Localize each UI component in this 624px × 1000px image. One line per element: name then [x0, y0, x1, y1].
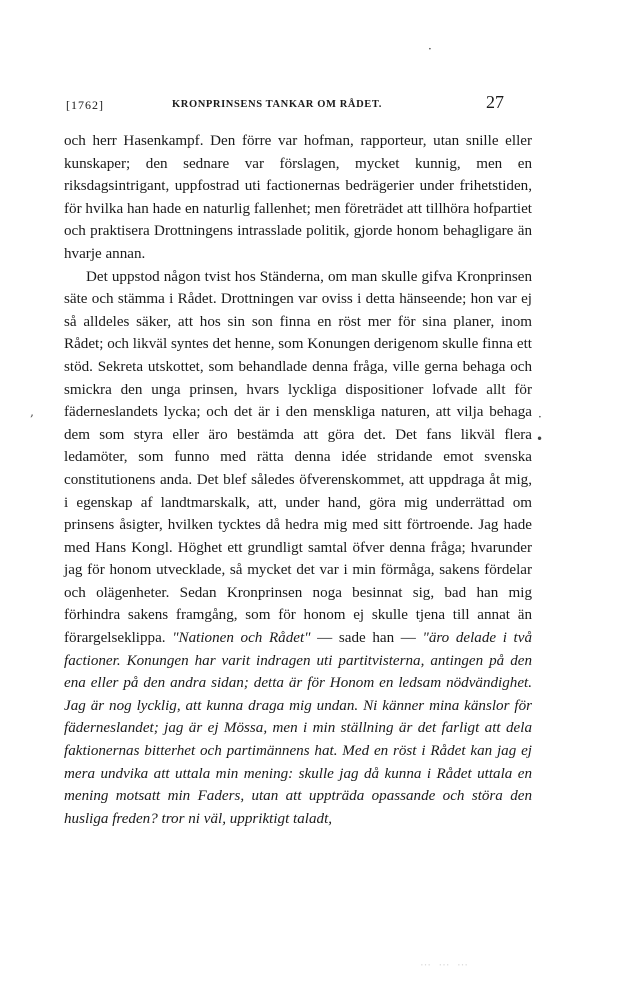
quote-speaker-ref: "Nationen och Rådet" — [172, 630, 311, 647]
quote-text: "äro delade i två factioner. Konungen har varit indragen uti partitvisterna, antingen på den ena eller på den andra sidan; detta är för Honom en ledsam nödvändighet. Jag är nog lycklig, att kunna draga mig undan. Ni känner mina känslor för fäderneslandet; jag är ej Mössa, men i min ställning är det farligt att dela faktionernas bitterhet och partimännens hat. Med en röst i Rådet kan jag ej mera undvika att uttala min mening: skulle jag då kunna i Rådet uttala en mening motsatt min Faders, utan att uppträda opassande och störa den husliga freden? tror ni väl, uppriktigt taladt, — [64, 630, 532, 827]
paragraph-2 — [64, 266, 532, 831]
book-page — [64, 92, 532, 830]
paragraph-2-text: Det uppstod någon tvist hos Ständerna, om man skulle gifva Kronprinsen säte och stämma i Rådet. Drottningen var oviss i detta hänseende; hon var ej så alldeles säker, att hos sin son finna en röst mer för sina planer, inom Rådet; och likväl syntes det henne, som Konungen derigenom skulle finna ett stöd. Sekreta utskottet, som behandlade denna fråga, ville gerna behaga och smickra den unga prinsen, hvars lyckliga dispositioner lofvade allt för fäderneslandets lycka; och det är i den menskliga naturen, att vilja behaga dem som styra eller äro bestämda att göra det. Det fans likväl flera ledamöter, som funno med rätta denna idée stridande emot svenska constitutionens anda. Det blef således öfverenskommet, att uppdraga åt mig, i egenskap af landtmarskalk, att, under hand, göra mig underrättad om prinsens åsigter, hvilken tycktes då hedra mig med sitt förtroende. Jag hade med Hans Kongl. Höghet ett grundligt samtal öfver denna fråga; hvarunder jag för honom utvecklade, så mycket det var i min förmåga, sakens fördelar och olägenheter. Sedan Kronprinsen noga besinnat sig, bad han mig förhindra sakens framgång, som för honom ej skulle tjena till annat än förargelseklippa. — [64, 268, 532, 647]
body-text — [64, 130, 532, 830]
header-year: [1762] — [66, 98, 104, 112]
paragraph-1 — [64, 130, 532, 266]
page-number: 27 — [486, 92, 504, 112]
margin-tick-right: · — [538, 410, 542, 424]
quote-attribution: — sade han — — [310, 630, 423, 647]
library-stamp-watermark: ⋯ ⋯ ⋯ — [420, 958, 470, 971]
scan-speck-top: · — [428, 42, 432, 56]
header-title: KRONPRINSENS TANKAR OM RÅDET. — [172, 99, 382, 110]
margin-dot-right: • — [536, 432, 544, 446]
running-header — [64, 92, 532, 120]
margin-mark-left: ‚ — [30, 405, 34, 419]
paragraph-1-text: och herr Hasenkampf. Den förre var hofman, rapporteur, utan snille eller kunskaper; den sednare var förslagen, mycket kunnig, men en riksdagsintrigant, uppfostrad uti factionernas bedrägerier under frihetstiden, för hvilka han hade en naturlig fallenhet; men företrädet att tillhöra hofpartiet och praktisera Drottningens intrasslade politik, gjorde honom behagligare än hvarje annan. — [64, 133, 532, 262]
